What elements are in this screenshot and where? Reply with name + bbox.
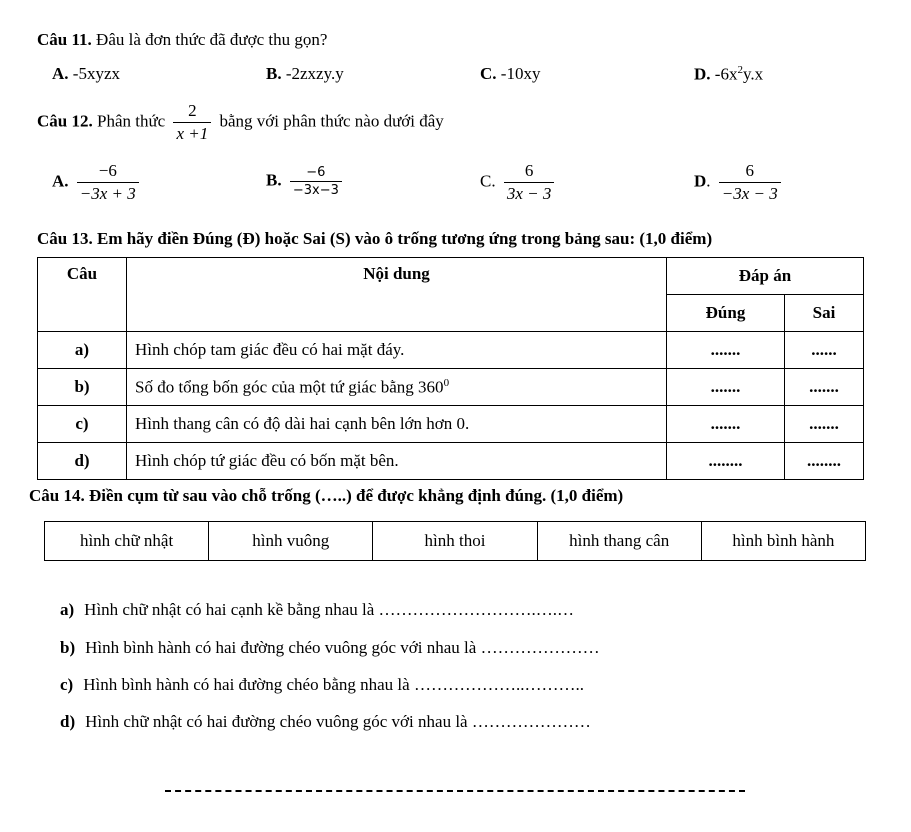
question-12-fraction: $\frac{2}{x +1}$ <box>173 100 211 145</box>
q11-option-d: D. $-6x^2y.x$ <box>694 64 764 84</box>
header-noi-dung: Nội dung <box>127 258 667 332</box>
q11-option-c: C. -10xy <box>480 64 541 83</box>
answer-sai-cell[interactable]: ........ <box>785 443 864 480</box>
table-row: d) Hình chóp tứ giác đều có bốn mặt bên. ........ ........ <box>38 443 864 480</box>
question-14-title: Câu 14. Điền cụm từ sau vào chỗ trống (…..) để được khẳng định đúng. (1,0 điểm) <box>29 486 624 505</box>
answer-dung-cell[interactable]: ....... <box>667 332 785 369</box>
header-cau: Câu <box>38 258 127 332</box>
question-11 <box>37 30 327 50</box>
table-row: c) Hình thang cân có độ dài hai cạnh bên lớn hơn 0. ....... ....... <box>38 406 864 443</box>
q12-option-c: C. $\frac{6}{3x - 3}$ <box>480 160 558 205</box>
table-row: b) Số đo tổng bốn góc của một tứ giác bằng $360^0$ ....... ....... <box>38 369 864 406</box>
dashed-divider <box>165 790 745 792</box>
word-bank-item: hình bình hành <box>701 522 865 561</box>
answer-sai-cell[interactable]: ...... <box>785 332 864 369</box>
answer-dung-cell[interactable]: ....... <box>667 369 785 406</box>
word-bank-table <box>44 521 866 561</box>
fill-item-c[interactable]: c) Hình bình hành có hai đường chéo bằng nhau là ………………..……….. <box>60 675 584 694</box>
table-row: a) Hình chóp tam giác đều có hai mặt đáy. ....... ...... <box>38 332 864 369</box>
question-12: Câu 12. Phân thức $\frac{2}{x +1}$ bằng với phân thức nào dưới đây <box>37 101 444 143</box>
answer-dung-cell[interactable]: ....... <box>667 406 785 443</box>
word-bank-item: hình vuông <box>209 522 373 561</box>
answer-dung-cell[interactable]: ........ <box>667 443 785 480</box>
question-12-label: Câu 12. <box>37 111 93 131</box>
fill-item-d[interactable]: d) Hình chữ nhật có hai đường chéo vuông góc với nhau là ………………… <box>60 712 591 731</box>
header-dung: Đúng <box>667 295 785 332</box>
fill-item-b[interactable]: b) Hình bình hành có hai đường chéo vuông góc với nhau là ………………… <box>60 638 600 657</box>
question-11-label: Câu 11. <box>37 30 92 49</box>
header-sai: Sai <box>785 295 864 332</box>
answer-sai-cell[interactable]: ....... <box>785 369 864 406</box>
true-false-table <box>37 257 864 480</box>
question-11-text: Đâu là đơn thức đã được thu gọn? <box>91 30 328 49</box>
q12-option-a: A. $\frac{-6}{-3x + 3}$ <box>52 160 143 205</box>
word-bank-item: hình thoi <box>373 522 537 561</box>
q12-option-d: D. $\frac{6}{-3x - 3}$ <box>694 160 785 205</box>
q11-option-b: B. -2zxzy.y <box>266 64 344 83</box>
answer-sai-cell[interactable]: ....... <box>785 406 864 443</box>
q11-option-a: A. -5xyzx <box>52 64 120 83</box>
word-bank-item: hình thang cân <box>537 522 701 561</box>
header-dap-an: Đáp án <box>667 258 864 295</box>
word-bank-item: hình chữ nhật <box>45 522 209 561</box>
fill-item-a[interactable]: a) Hình chữ nhật có hai cạnh kề bằng nhau là ……………………….….… <box>60 600 575 619</box>
q12-option-b: B. $\frac{-6}{-3x-3}$ <box>266 164 346 199</box>
question-13-title: Câu 13. Em hãy điền Đúng (Đ) hoặc Sai (S) vào ô trống tương ứng trong bảng sau: (1,0 điểm) <box>37 229 713 248</box>
